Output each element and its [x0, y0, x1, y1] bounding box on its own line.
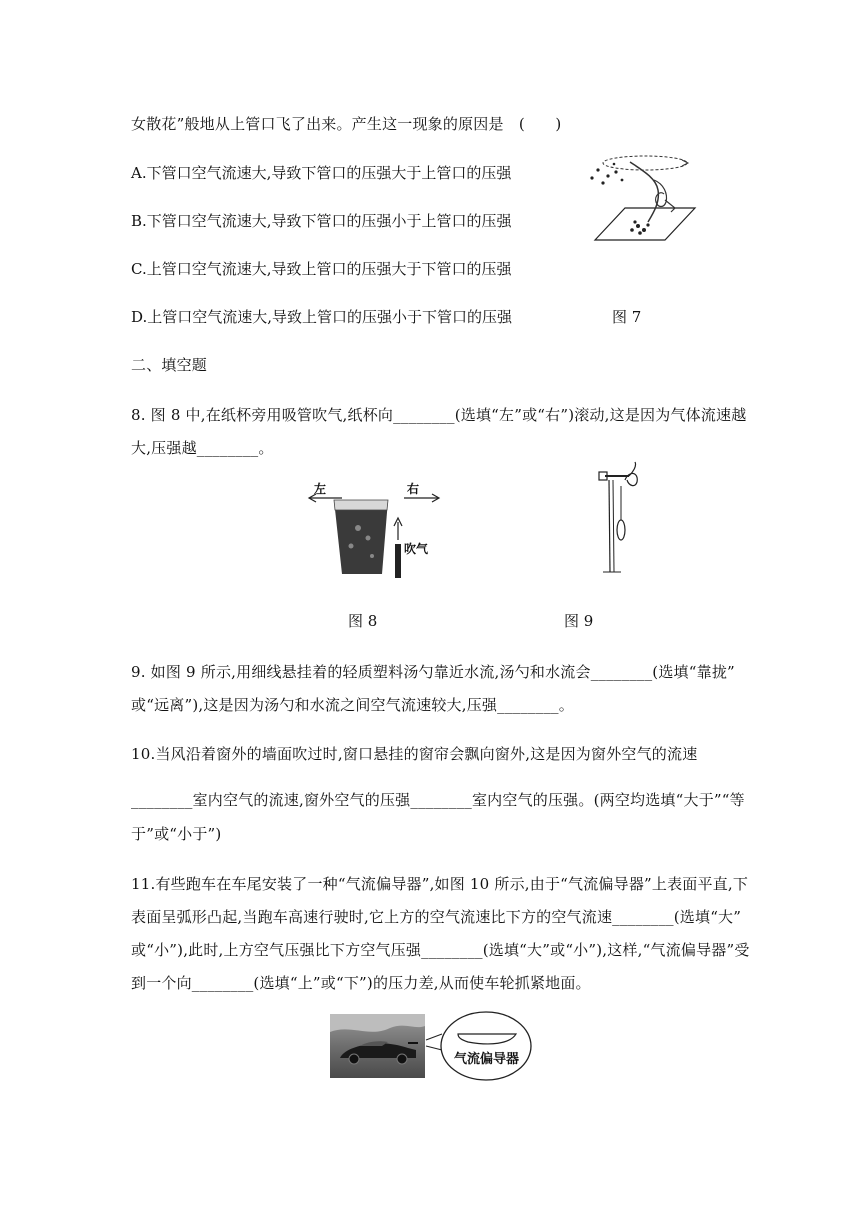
q10-line-2: ________室内空气的流速,窗外空气的压强________室内空气的压强。(两空均选填“大于”“等	[131, 791, 745, 809]
figure-10-car-photo	[330, 1014, 425, 1078]
q7-option-c: C.上管口空气流速大,导致上管口的压强大于下管口的压强	[131, 260, 512, 278]
q8-line-2: 大,压强越________。	[131, 439, 274, 457]
q10-line-1: 10.当风沿着窗外的墙面吹过时,窗口悬挂的窗帘会飘向窗外,这是因为窗外空气的流速	[131, 745, 698, 763]
fig10-deflector-label: 气流偏导器	[454, 1052, 520, 1067]
q9-line-2: 或“远离”),这是因为汤勺和水流之间空气流速较大,压强________。	[131, 696, 574, 714]
q7-option-a: A.下管口空气流速大,导致下管口的压强大于上管口的压强	[131, 164, 512, 182]
figure-9-caption: 图 9	[564, 612, 594, 630]
figure-7-caption: 图 7	[612, 308, 642, 326]
q11-line-2: 表面呈弧形凸起,当跑车高速行驶时,它上方的空气流速比下方的空气流速________(选填“大”	[131, 908, 742, 926]
figure-8-illustration	[306, 478, 456, 583]
q8-line-1: 8. 图 8 中,在纸杯旁用吸管吹气,纸杯向________(选填“左”或“右”)滚动,这是因为气体流速越	[131, 406, 747, 424]
fig8-left-label: 左	[314, 482, 327, 496]
q7-stem-tail: 女散花”般地从上管口飞了出来。产生这一现象的原因是 ( )	[131, 115, 562, 133]
q9-line-1: 9. 如图 9 所示,用细线悬挂着的轻质塑料汤勺靠近水流,汤勺和水流会________(选填“靠拢”	[131, 663, 735, 681]
q11-line-3: 或“小”),此时,上方空气压强比下方空气压强________(选填“大”或“小”),这样,“气流偏导器”受	[131, 941, 750, 959]
section-title: 二、填空题	[131, 356, 208, 374]
fig8-blow-label: 吹气	[404, 542, 429, 556]
fig8-right-label: 右	[407, 482, 420, 496]
figure-8-caption: 图 8	[348, 612, 378, 630]
q11-line-1: 11.有些跑车在车尾安装了一种“气流偏导器”,如图 10 所示,由于“气流偏导器”上表面平直,下	[131, 875, 749, 893]
q7-option-d: D.上管口空气流速大,导致上管口的压强小于下管口的压强	[131, 308, 513, 326]
figure-9-illustration	[585, 460, 645, 580]
figure-7-illustration	[570, 150, 710, 245]
q11-line-4: 到一个向________(选填“上”或“下”)的压力差,从而使车轮抓紧地面。	[131, 974, 591, 992]
q7-option-b: B.下管口空气流速大,导致下管口的压强小于上管口的压强	[131, 212, 512, 230]
q10-line-3: 于”或“小于”)	[131, 825, 222, 843]
